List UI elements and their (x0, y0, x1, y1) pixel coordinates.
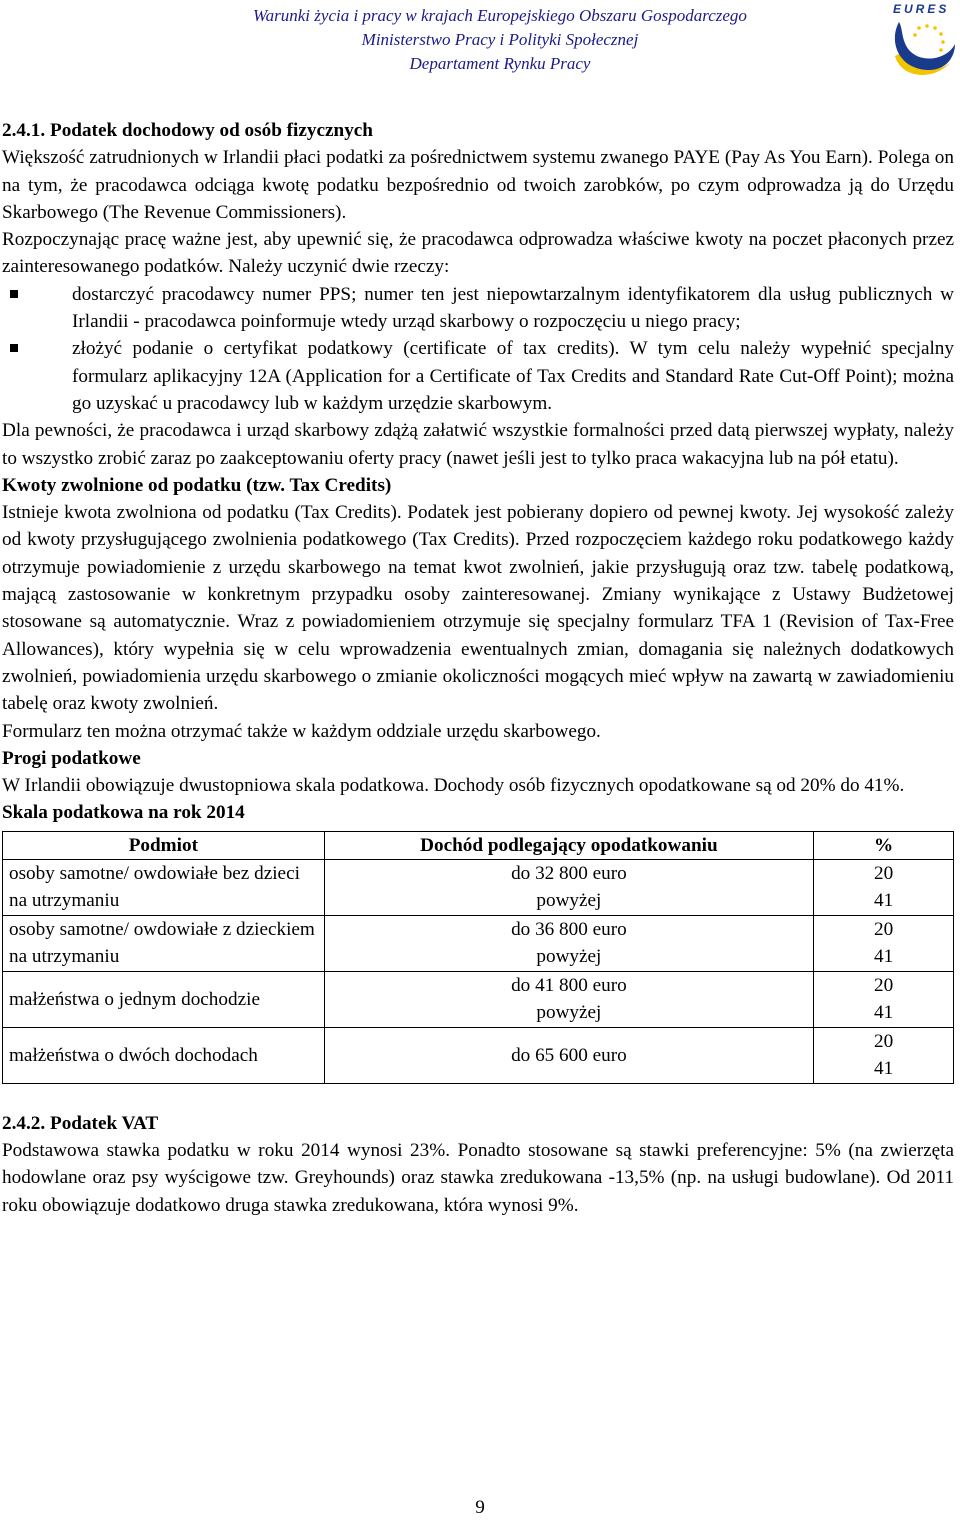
table-row (3, 1027, 954, 1083)
column-header: Dochód podlegający opodatkowaniu (324, 831, 813, 859)
table-row (3, 859, 954, 915)
column-header: Podmiot (3, 831, 325, 859)
income-cell: do 36 800 euro powyżej (324, 915, 813, 971)
table-header-row (3, 831, 954, 859)
subject-cell: małżeństwa o jednym dochodzie (3, 971, 325, 1027)
subject-cell: małżeństwa o dwóch dochodach (3, 1027, 325, 1083)
paragraph-formalities: Dla pewności, że pracodawca i urząd skarbowy zdążą załatwić wszystkie formalności przed datą pierwszej wypłaty, należy to wszystko zrobić zaraz po zaakceptowaniu oferty pracy (nawet jeśli jest to tylko praca wakacyjna lub na pół etatu). (2, 420, 954, 469)
rate-cell: 20 41 (814, 1027, 954, 1083)
paragraph-tax-credits: Istnieje kwota zwolniona od podatku (Tax Credits). Podatek jest pobierany dopiero od pewnej kwoty. Jej wysokość zależy od kwoty przysługującego zwolnienia podatkowego (Tax Credits). Przed rozpoczęciem każdego roku podatkowego każdy otrzymuje powiadomienie z urzędu skarbowego na temat kwot zwolnień, jakie przysługują oraz tzw. tabelę podatkową, mającą zastosowanie w konkretnym przypadku osoby zainteresowanej. Zmiany wynikające z Ustawy Budżetowej stosowane są automatycznie. Wraz z powiadomieniem otrzymuje się specjalny formularz TFA 1 (Revision of Tax-Free Allowances), który wypełnia się w celu wprowadzenia ewentualnych zmian, domagania się należnych dodatkowych zwolnień, powiadomienia urzędu skarbowego o zmianie okoliczności mogących mieć wpływ na zawartą w zawiadomieniu tabelę oraz kwoty zwolnień. (2, 502, 954, 715)
section-heading-vat: 2.4.2. Podatek VAT (2, 1112, 159, 1134)
income-cell: do 41 800 euro powyżej (324, 971, 813, 1027)
eures-emblem-icon (887, 16, 957, 82)
square-bullet-icon (10, 290, 18, 298)
header-line-3: Departament Rynku Pracy (409, 54, 591, 73)
subject-cell: osoby samotne/ owdowiałe z dzieckiem na utrzymaniu (3, 915, 325, 971)
paragraph-form-availability: Formularz ten można otrzymać także w każdym oddziale urzędu skarbowego. (2, 720, 601, 742)
subject-cell: osoby samotne/ owdowiałe bez dzieci na utrzymaniu (3, 859, 325, 915)
table-row (3, 971, 954, 1027)
requirements-list (2, 281, 954, 417)
header-line-2: Ministerstwo Pracy i Polityki Społecznej (361, 30, 639, 49)
document-body (2, 117, 954, 1219)
paragraph-paye: Większość zatrudnionych w Irlandii płaci podatki za pośrednictwem systemu zwanego PAYE (Pay As You Earn). Polega on na tym, że pracodawca odciąga kwotę podatku bezpośrednio od twoich zarobków, po czym odprowadza ją do Urzędu Skarbowego (The Revenue Commissioners). (2, 147, 954, 223)
table-row (3, 915, 954, 971)
page-header (0, 0, 960, 80)
paragraph-vat: Podstawowa stawka podatku w roku 2014 wynosi 23%. Ponadto stosowane są stawki preferencyjne: 5% (na zwierzęta hodowlane oraz psy wyścigowe tzw. Greyhounds) oraz stawka zredukowana -13,5% (np. na usługi budowlane). Od 2011 roku obowiązuje dodatkowo druga stawka zredukowana, która wynosi 9%. (2, 1140, 954, 1216)
square-bullet-icon (10, 344, 18, 352)
rate-cell: 20 41 (814, 915, 954, 971)
header-line-1: Warunki życia i pracy w krajach Europejskiego Obszaru Gospodarczego (253, 6, 747, 25)
table-title: Skala podatkowa na rok 2014 (2, 802, 245, 824)
header-text (120, 4, 880, 76)
paragraph-start-work: Rozpoczynając pracę ważne jest, aby upewnić się, że pracodawca odprowadza właściwe kwoty na poczet płaconych przez zainteresowanego podatków. Należy uczynić dwie rzeczy: (2, 229, 954, 278)
paragraph-tax-scale: W Irlandii obowiązuje dwustopniowa skala podatkowa. Dochody osób fizycznych opodatkowane są od 20% do 41%. (2, 775, 905, 797)
tax-scale-table (2, 831, 954, 1084)
eures-logo (887, 2, 957, 82)
list-item: złożyć podanie o certyfikat podatkowy (certificate of tax credits). W tym celu należy wypełnić specjalny formularz aplikacyjny 12A (Application for a Certificate of Tax Credits and Standard Rate Cut-Off Point); można go uzyskać u pracodawcy lub w każdym urzędzie skarbowym. (72, 335, 954, 417)
rate-cell: 20 41 (814, 971, 954, 1027)
section-heading-tax-credits: Kwoty zwolnione od podatku (tzw. Tax Credits) (2, 474, 392, 496)
column-header: % (814, 831, 954, 859)
logo-wordmark: EURES (893, 2, 950, 16)
list-item: dostarczyć pracodawcy numer PPS; numer ten jest niepowtarzalnym identyfikatorem dla usług publicznych w Irlandii - pracodawca poinformuje wtedy urząd skarbowy o rozpoczęciu u niego pracy; (72, 281, 954, 336)
income-cell: do 65 600 euro (324, 1027, 813, 1083)
section-heading-income-tax: 2.4.1. Podatek dochodowy od osób fizycznych (2, 120, 373, 141)
income-cell: do 32 800 euro powyżej (324, 859, 813, 915)
rate-cell: 20 41 (814, 859, 954, 915)
section-heading-tax-brackets: Progi podatkowe (2, 747, 141, 769)
page-number: 9 (475, 1497, 485, 1518)
